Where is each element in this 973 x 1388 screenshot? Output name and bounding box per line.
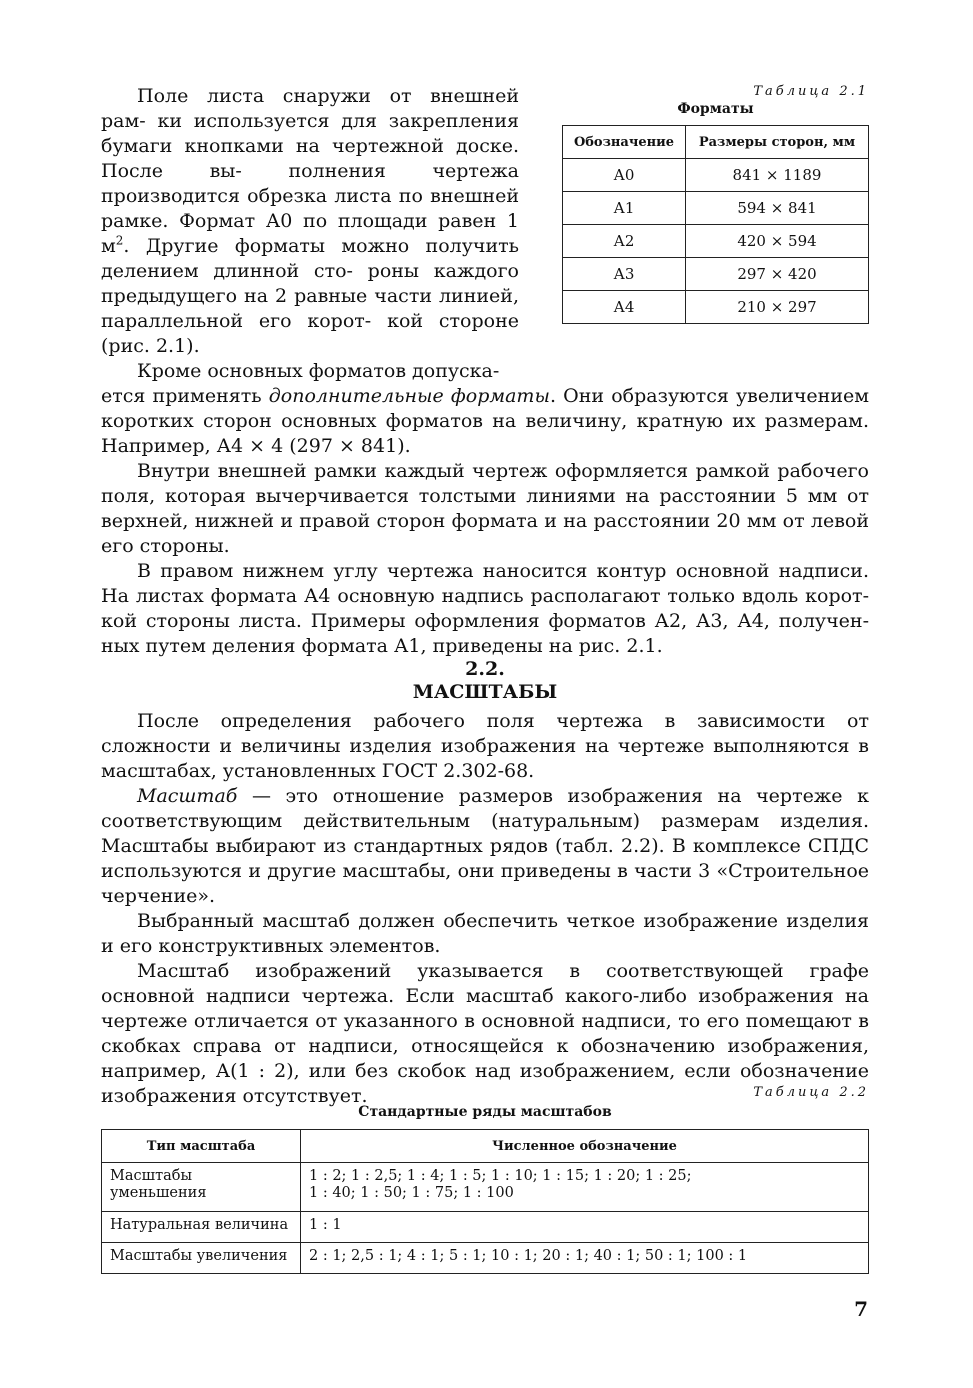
section-title: МАСШТАБЫ [412, 681, 558, 703]
table-cell: А1 [563, 192, 686, 225]
table-cell: А2 [563, 225, 686, 258]
table-header-row [102, 1130, 869, 1163]
table-cell: А3 [563, 258, 686, 291]
table-title: Форматы [677, 101, 754, 117]
paragraph-extra-formats-start: Кроме основных форматов допуска- [137, 360, 500, 382]
table-cell: 297 × 420 [686, 258, 869, 291]
table-row [102, 1243, 869, 1274]
table-row [563, 258, 869, 291]
page-number: 7 [854, 1297, 868, 1321]
table-cell: Масштабы увеличения [102, 1243, 301, 1274]
table-header-cell: Численное обозначение [301, 1130, 869, 1163]
paragraph-work-frame: Внутри внешней рамки каждый чертеж оформляется рамкой рабочего поля, которая вычерчивается толстыми линиями на расстоянии 5 мм от верхней, нижней и правой сторон формата и на расстоянии 20 мм от левой его стороны. [101, 460, 869, 557]
section-heading [101, 658, 869, 704]
table-title: Стандартные ряды масштабов [358, 1104, 612, 1120]
table-row [563, 225, 869, 258]
paragraph-title-block: В правом нижнем углу чертежа наносится контур основной надписи. На листах формата А4 основную надпись располагают только вдоль короткой стороны листа. Примеры оформления форматов А2, А3, А4, полученных путем деления формата А1, приведены на рис. 2.1. [101, 560, 869, 657]
table-row [563, 159, 869, 192]
table-row [563, 291, 869, 324]
section-body [101, 709, 869, 1109]
table-cell: 1 : 1 [301, 1212, 869, 1243]
paragraph-scale-choice: Выбранный масштаб должен обеспечить четкое изображение изделия и его конструктивных элементов. [101, 910, 869, 957]
paragraph-scale-definition: Масштаб — это отношение размеров изображения на чертеже к соответствующим действительным (натуральным) размерам изделия. Масштабы выбирают из стандартных рядов (табл. 2.2). В комплексе СПДС используются и другие масштабы, они приведены в части 3 «Строительное черчение». [101, 785, 869, 907]
scales-table [101, 1129, 869, 1274]
table-row [102, 1163, 869, 1212]
paragraph-field-margin: Поле листа снаружи от внешней рам- ки используется для закрепления бумаги кнопками на чертежной доске. После вы- полнения чертежа производится обрезка листа по внешней рамке. Формат А0 по площади равен 1 $м^2$. Другие форматы можно получить делением длинной сто- роны каждого предыдущего на 2 равные части линией, параллельной его корот- кой стороне (рис. 2.1). [101, 85, 520, 357]
table-header-cell: Размеры сторон, мм [686, 126, 869, 159]
paragraph-scale-intro: После определения рабочего поля чертежа в зависимости от сложности и величины изделия изображения на чертеже выполняются в масштабах, установленных ГОСТ 2.302-68. [101, 710, 869, 782]
table-cell: А0 [563, 159, 686, 192]
table-caption: Таблица 2.1 [753, 84, 869, 99]
table-cell: Натуральная величина [102, 1212, 301, 1243]
table-header-cell: Тип масштаба [102, 1130, 301, 1163]
table-cell: 594 × 841 [686, 192, 869, 225]
table-scales-block [101, 1085, 869, 1274]
table-formats-block [562, 84, 869, 324]
table-row [102, 1212, 869, 1243]
table-cell: 2 : 1; 2,5 : 1; 4 : 1; 5 : 1; 10 : 1; 20 : 1; 40 : 1; 50 : 1; 100 : 1 [301, 1243, 869, 1274]
paragraph-extra-formats: ется применять дополнительные форматы. Они образуются увеличением коротких сторон основных форматов на величину, кратную их размерам. Например, А4 × 4 (297 × 841). [101, 385, 870, 457]
table-cell: 420 × 594 [686, 225, 869, 258]
table-row [563, 192, 869, 225]
table-cell: 1 : 2; 1 : 2,5; 1 : 4; 1 : 5; 1 : 10; 1 : 15; 1 : 20; 1 : 25; 1 : 40; 1 : 50; 1 : 75; 1 : 100 [301, 1163, 869, 1212]
formats-table [562, 125, 869, 324]
table-header-row [563, 126, 869, 159]
table-caption: Таблица 2.2 [753, 1085, 869, 1100]
paragraph-scale-indication: Масштаб изображений указывается в соответствующей графе основной надписи чертежа. Если масштаб какого-либо изображения на чертеже отличается от указанного в основной надписи, то его помещают в скобках справа от надписи, относящейся к обозначению изображения, например, А(1 : 2), или без скобок над изображением, если обозначение изображения отсутствует. [101, 960, 869, 1107]
table-header-cell: Обозначение [563, 126, 686, 159]
table-cell: Масштабы уменьшения [102, 1163, 301, 1212]
table-cell: 841 × 1189 [686, 159, 869, 192]
table-cell: А4 [563, 291, 686, 324]
section-number: 2.2. [465, 658, 505, 680]
table-cell: 210 × 297 [686, 291, 869, 324]
